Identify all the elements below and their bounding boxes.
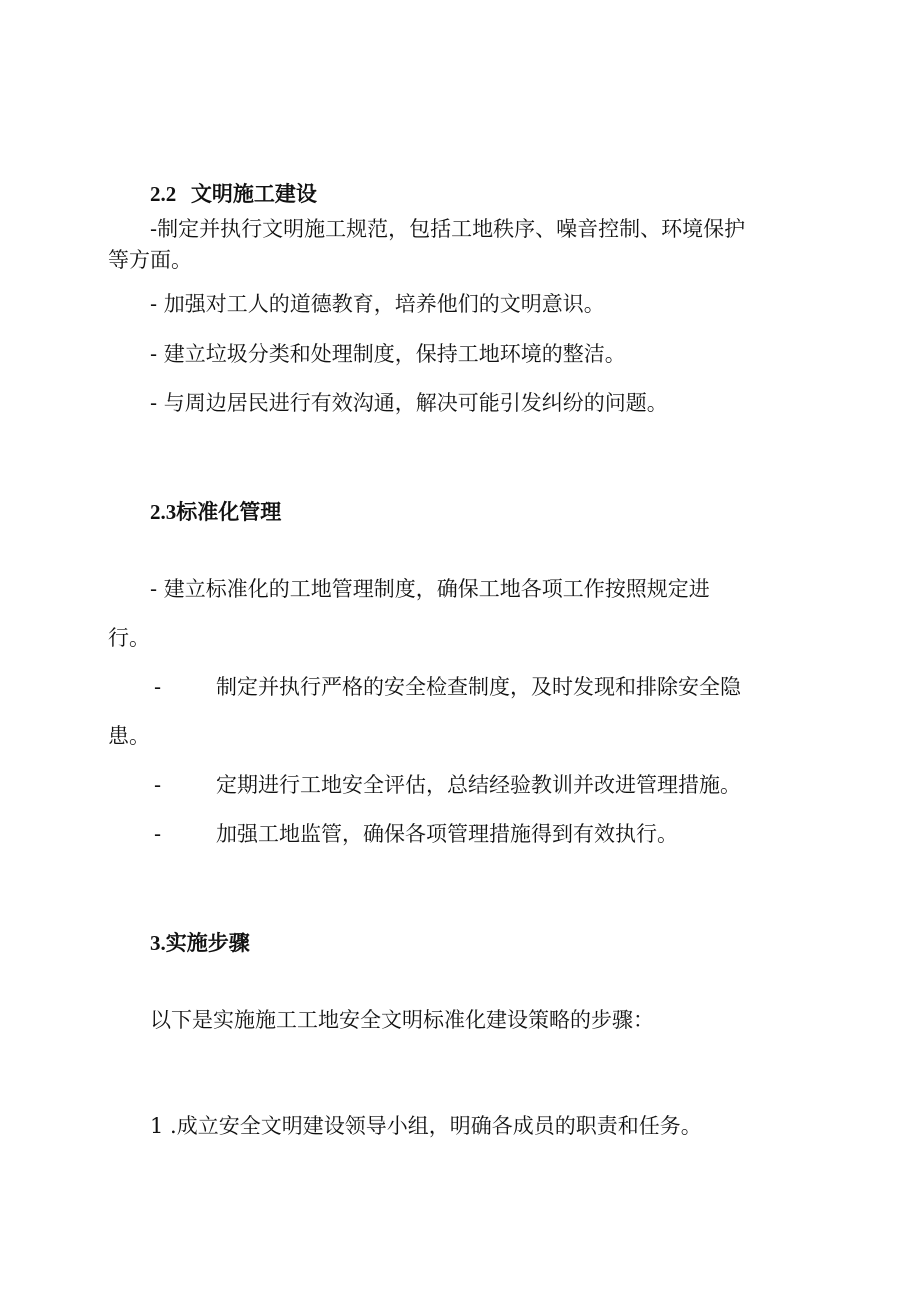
list-item-text: 加强工地监管，确保各项管理措施得到有效执行。: [216, 822, 678, 846]
list-item: - 建立垃圾分类和处理制度，保持工地环境的整洁。: [150, 342, 626, 366]
section-heading-2-2: [150, 179, 317, 209]
list-item: - 建立标准化的工地管理制度，确保工地各项工作按照规定进: [150, 577, 710, 601]
intro-paragraph: 以下是实施施工工地安全文明标准化建设策略的步骤：: [150, 1008, 654, 1032]
paragraph-line: -制定并执行文明施工规范，包括工地秩序、噪音控制、环境保护: [150, 217, 746, 241]
section-title: 文明施工建设: [190, 182, 317, 206]
list-item: [154, 819, 678, 849]
list-item: [154, 770, 741, 800]
paragraph-line: 患。: [108, 724, 150, 748]
paragraph-line: 等方面。: [108, 248, 192, 272]
paragraph-line: 行。: [108, 626, 150, 650]
section-heading-2-3: [150, 497, 281, 527]
section-heading-3: [150, 928, 250, 958]
section-title: 标准化管理: [176, 500, 282, 524]
list-dash: -: [154, 773, 162, 797]
section-number: 2.2: [150, 182, 177, 206]
list-item: - 加强对工人的道德教育，培养他们的文明意识。: [150, 292, 605, 316]
list-item: - 与周边居民进行有效沟通，解决可能引发纠纷的问题。: [150, 391, 668, 415]
section-number: 3.: [150, 931, 166, 955]
step-item: 1 .成立安全文明建设领导小组，明确各成员的职责和任务。: [150, 1114, 702, 1138]
list-item: [154, 672, 741, 702]
list-item-text: 定期进行工地安全评估，总结经验教训并改进管理措施。: [216, 773, 741, 797]
list-dash: -: [154, 675, 162, 699]
list-dash: -: [154, 822, 162, 846]
list-item-text: 制定并执行严格的安全检查制度，及时发现和排除安全隐: [216, 675, 741, 699]
section-title: 实施步骤: [165, 931, 250, 955]
section-number: 2.3: [150, 500, 177, 524]
